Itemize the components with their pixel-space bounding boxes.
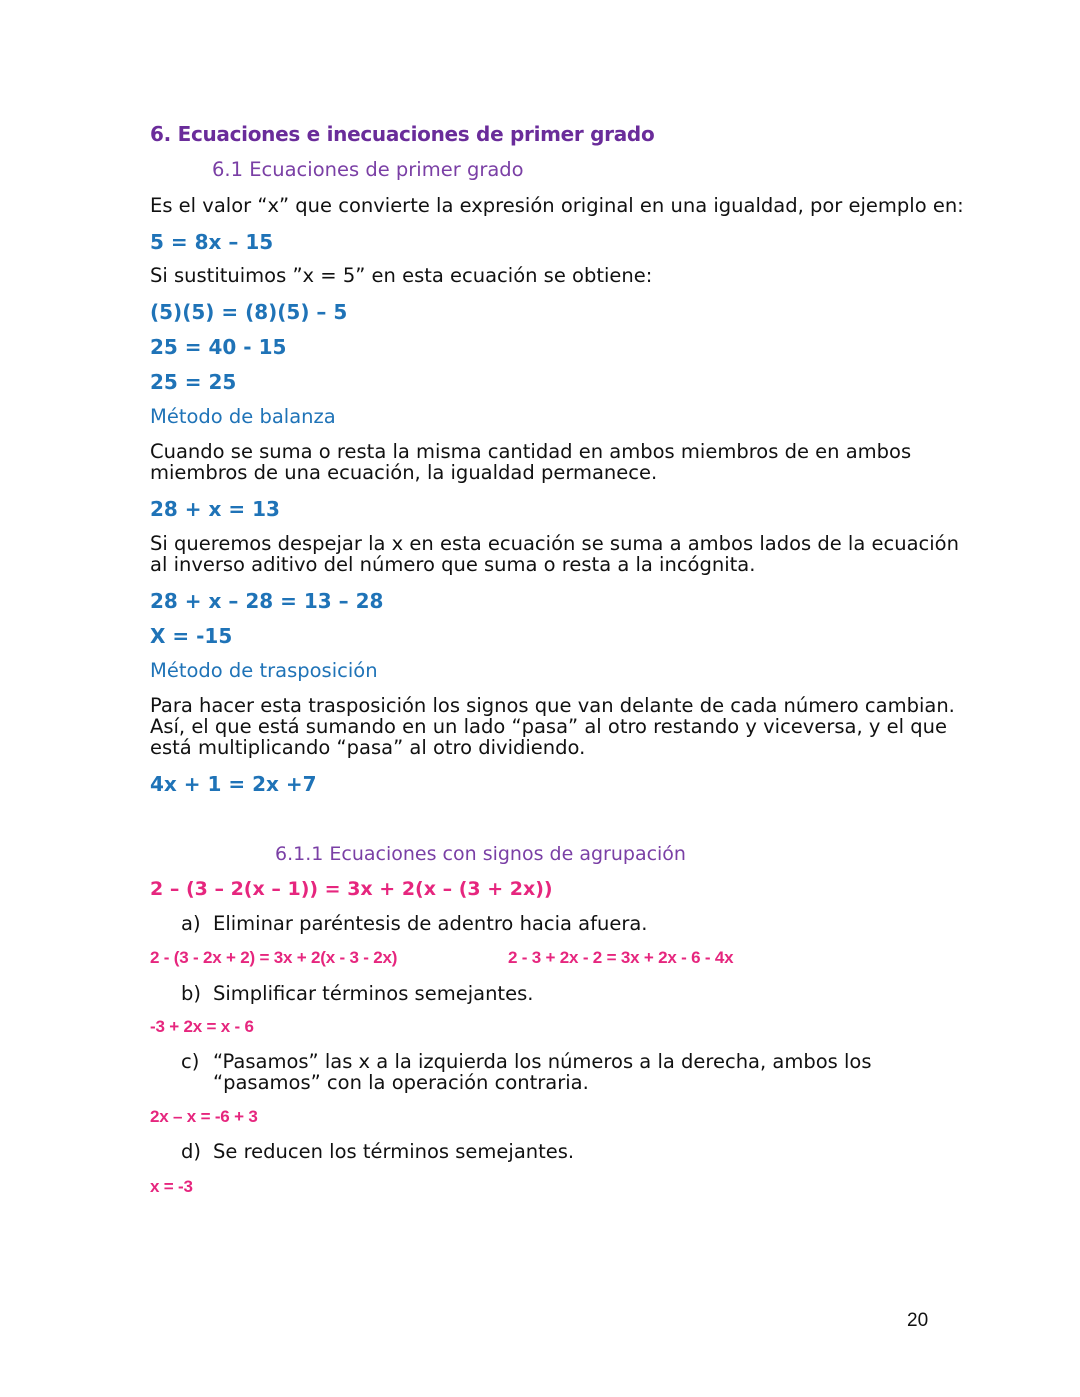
step-a-equation: 2 - (3 - 2x + 2) = 3x + 2(x - 3 - 2x) (150, 948, 398, 967)
page-number: 20 (907, 1310, 929, 1331)
agrupacion-main-equation: 2 – (3 – 2(x – 1)) = 3x + 2(x – (3 + 2x)) (150, 878, 553, 900)
step-text: Simplificar términos semejantes. (213, 982, 534, 1005)
intro-text: Es el valor “x” que convierte la expresión original en una igualdad, por ejemplo en: (150, 194, 964, 217)
substitution-step: (5)(5) = (8)(5) – 5 (150, 300, 348, 324)
step-a (181, 913, 648, 934)
step-label: c) (181, 1050, 200, 1073)
balanza-text2-line: al inverso aditivo del número que suma o resta a la incógnita. (150, 553, 756, 576)
balanza-text-line: miembros de una ecuación, la igualdad permanece. (150, 461, 658, 484)
step-label: a) (181, 912, 201, 935)
trasposicion-title: Método de trasposición (150, 659, 378, 682)
trasposicion-text-line: Para hacer esta trasposición los signos que van delante de cada número cambian. (150, 694, 955, 717)
substitution-text: Si sustituimos ”x = 5” en esta ecuación se obtiene: (150, 264, 653, 287)
substitution-step: 25 = 40 - 15 (150, 335, 287, 359)
balanza-equation: 28 + x – 28 = 13 – 28 (150, 589, 384, 613)
step-b-equation: -3 + 2x = x - 6 (150, 1017, 254, 1036)
trasposicion-equation: 4x + 1 = 2x +7 (150, 772, 317, 796)
step-label: b) (181, 982, 201, 1005)
example-equation: 5 = 8x – 15 (150, 230, 274, 254)
section-title: 6. Ecuaciones e inecuaciones de primer grado (150, 122, 655, 146)
step-d-equation: x = -3 (150, 1177, 193, 1196)
step-c (181, 1051, 872, 1072)
step-text: Eliminar paréntesis de adentro hacia afuera. (213, 912, 648, 935)
step-label: d) (181, 1140, 201, 1163)
balanza-text2-line: Si queremos despejar la x en esta ecuación se suma a ambos lados de la ecuación (150, 532, 959, 555)
balanza-result: X = -15 (150, 624, 233, 648)
trasposicion-text-line: está multiplicando “pasa” al otro dividiendo. (150, 736, 586, 759)
trasposicion-text-line: Así, el que está sumando en un lado “pasa” al otro restando y viceversa, y el que (150, 715, 947, 738)
step-b (181, 983, 533, 1004)
balanza-title: Método de balanza (150, 405, 336, 428)
balanza-equation: 28 + x = 13 (150, 497, 280, 521)
balanza-text-line: Cuando se suma o resta la misma cantidad en ambos miembros de en ambos (150, 440, 912, 463)
subsection-title: 6.1 Ecuaciones de primer grado (212, 158, 524, 181)
step-text: Se reducen los términos semejantes. (213, 1140, 575, 1163)
step-text: “Pasamos” las x a la izquierda los números a la derecha, ambos los (213, 1050, 872, 1073)
step-a-equation: 2 - 3 + 2x - 2 = 3x + 2x - 6 - 4x (508, 948, 734, 967)
step-c-continuation: “pasamos” con la operación contraria. (213, 1071, 589, 1094)
step-c-equation: 2x – x = -6 + 3 (150, 1107, 258, 1126)
agrupacion-title: 6.1.1 Ecuaciones con signos de agrupación (275, 843, 686, 865)
substitution-step: 25 = 25 (150, 370, 237, 394)
step-d (181, 1141, 574, 1162)
